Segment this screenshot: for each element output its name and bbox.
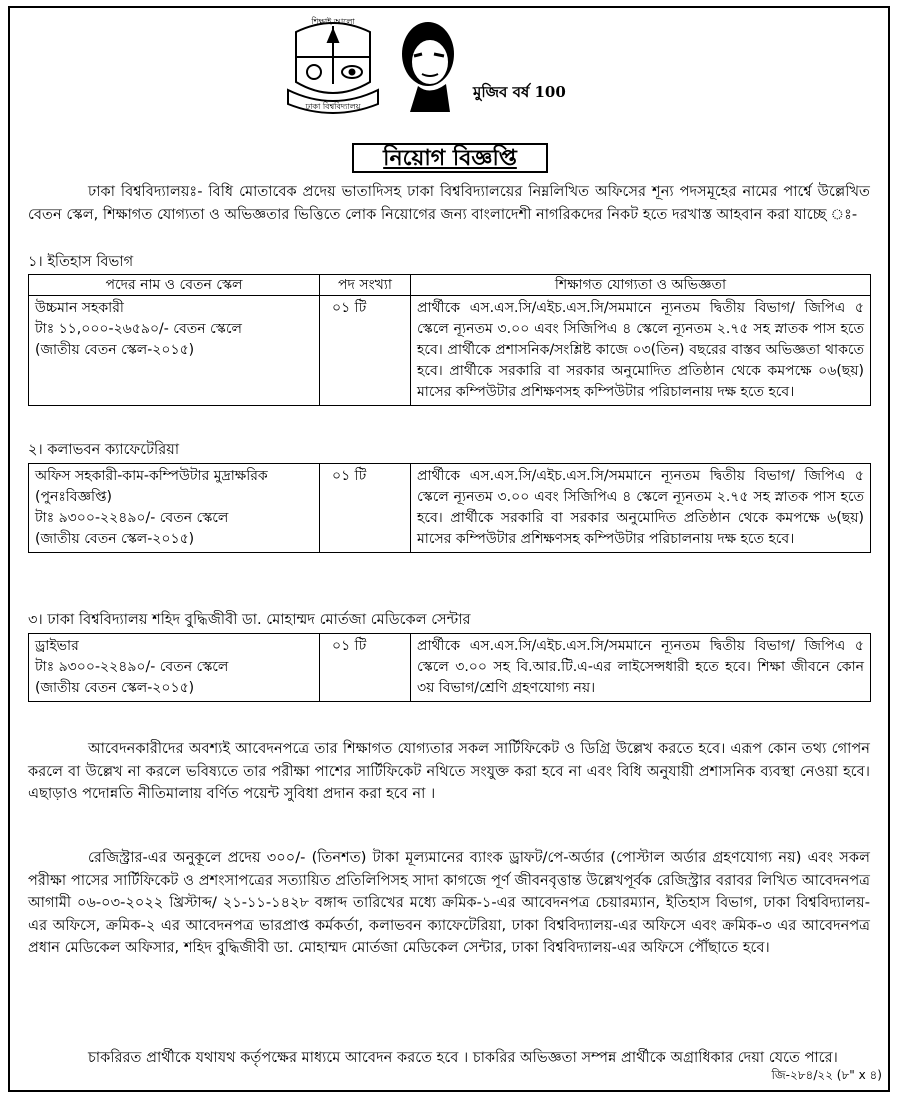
certificate-paragraph: আবেদনকারীদের অবশ্যই আবেদনপত্রে তার শিক্ষাগত যোগ্যতার সকল সার্টিফিকেট ও ডিগ্রি উল্লেখ করতে হবে। এরূপ কোন তথ্য গোপন করলে বা উল্লেখ না করলে ভবিষ্যতে তার পরীক্ষা পাশের সার্টিফিকেট নথিতে সংযুক্ত করা হবে না এবং বিধি অনুযায়ী প্রশাসনিক ব্যবস্থা নেওয়া হবে। এছাড়াও পদোন্নতি নীতিমালায় বর্ণিত পয়েন্ট সুবিধা প্রদান করা হবে না । [28,740,870,802]
post-name: ড্রাইভার [35,638,79,654]
pay-scale: টাঃ ৯৩০০-২২৪৯০/- বেতন স্কেলে [35,510,229,526]
section-2-heading: ২। কলাভবন ক্যাফেটেরিয়া [28,441,180,458]
pay-scale: টাঃ ১১,০০০-২৬৫৯০/- বেতন স্কেলে [35,321,242,337]
dhaka-university-emblem-icon [278,12,566,122]
section-3-heading: ৩। ঢাকা বিশ্ববিদ্যালয় শহিদ বুদ্ধিজীবী ডা. মোহাম্মদ মোর্তজা মেডিকেল সেন্টার [28,611,471,628]
post-count: ০১ টি [320,634,411,702]
section-3-table [28,633,871,702]
post-cell [29,464,320,553]
column-header-post: পদের নাম ও বেতন স্কেল [29,275,320,296]
application-paragraph: রেজিস্ট্রার-এর অনুকূলে প্রদেয় ৩০০/- (তিনশত) টাকা মূল্যমানের ব্যাংক ড্রাফট/পে-অর্ডার (পোস্টাল অর্ডার গ্রহণযোগ্য নয়) এবং সকল পরীক্ষা পাসের সার্টিফিকেট ও প্রশংসাপত্রের সত্যায়িত প্রতিলিপিসহ সাদা কাগজে পূর্ণ জীবনবৃত্তান্ত উল্লেখপূর্বক রেজিস্ট্রার বরাবর লিখিত আবেদনপত্র আগামী ০৬-০৩-২০২২ খ্রিস্টাব্দ/ ২১-১১-১৪২৮ বঙ্গাব্দ তারিখের মধ্যে ক্রমিক-১-এর আবেদনপত্র চেয়ারম্যান, ইতিহাস বিভাগ, ঢাকা বিশ্ববিদ্যালয়-এর অফিসে, ক্রমিক-২ এর আবেদনপত্র ভারপ্রাপ্ত কর্মকর্তা, কলাভবন ক্যাফেটেরিয়া, ঢাকা বিশ্ববিদ্যালয়-এর অফিসে এবং ক্রমিক-৩ এর আবেদনপত্র প্রধান মেডিকেল অফিসার, শহিদ বুদ্ধিজীবী ডা. মোহাম্মদ মোর্তজা মেডিকেল সেন্টার, ঢাকা বিশ্ববিদ্যালয়-এর অফিসে পৌঁছাতে হবে। [28,849,870,956]
intro-paragraph: ঢাকা বিশ্ববিদ্যালয়ঃ- বিধি মোতাবেক প্রদেয় ভাতাদিসহ ঢাকা বিশ্ববিদ্যালয়ের নিম্নলিখিত অফিসের শূন্য পদসমূহের নামের পার্শ্বে উল্লেখিত বেতন স্কেল, শিক্ষাগত যোগ্যতা ও অভিজ্ঞতার ভিত্তিতে লোক নিয়োগের জন্য বাংলাদেশী নাগরিকদের নিকট হতে দরখাস্ত আহবান করা যাচ্ছে ঃ- [28,183,871,223]
column-header-qualification: শিক্ষাগত যোগ্যতা ও অভিজ্ঞতা [411,275,871,296]
priority-paragraph: চাকরিরত প্রার্থীকে যথাযথ কর্তৃপক্ষের মাধ্যমে আবেদন করতে হবে । চাকরির অভিজ্ঞতা সম্পন্ন প্রার্থীকে অগ্রাধিকার দেয়া যেতে পারে। [88,1049,838,1066]
pay-scale-note: (জাতীয় বেতন স্কেল-২০১৫) [35,342,195,358]
page-title: নিয়োগ বিজ্ঞপ্তি [352,143,548,173]
qualification-text: প্রার্থীকে এস.এস.সি/এইচ.এস.সি/সমমানে ন্যূনতম দ্বিতীয় বিভাগ/ জিপিএ ৫ স্কেলে ৩.০০ সহ বি.আর.টি.এ-এর লাইসেন্সধারী হতে হবে। শিক্ষা জীবনে কোন ৩য় বিভাগ/শ্রেণি গ্রহণযোগ্য নয়। [411,634,871,702]
table-row [29,464,871,553]
table-row [29,634,871,702]
header-logos [278,12,566,122]
pay-scale-note: (জাতীয় বেতন স্কেল-২০১৫) [35,531,195,547]
post-count: ০১ টি [320,464,411,553]
emblem-banner-text: ঢাকা বিশ্ববিদ্যালয় [305,102,361,111]
qualification-text: প্রার্থীকে এস.এস.সি/এইচ.এস.সি/সমমানে ন্যূনতম দ্বিতীয় বিভাগ/ জিপিএ ৫ স্কেলে ন্যূনতম ৩.০০ এবং সিজিপিএ ৪ স্কেলে ন্যূনতম ২.৭৫ সহ স্নাতক পাস হতে হবে। প্রার্থীকে সরকারি বা সরকার অনুমোদিত প্রতিষ্ঠান থেকে কমপক্ষে ৬(ছয়) মাসের কম্পিউটার প্রশিক্ষণসহ কম্পিউটার পরিচালনায় দক্ষ হতে হবে। [411,464,871,553]
qualification-text: প্রার্থীকে এস.এস.সি/এইচ.এস.সি/সমমানে ন্যূনতম দ্বিতীয় বিভাগ/ জিপিএ ৫ স্কেলে ন্যূনতম ৩.০০ এবং সিজিপিএ ৪ স্কেলে ন্যূনতম ২.৭৫ সহ স্নাতক পাস হতে হবে। প্রার্থীকে প্রশাসনিক/সংশ্লিষ্ট কাজে ০৩(তিন) বছরের বাস্তব অভিজ্ঞতা থাকতে হবে। প্রার্থীকে সরকারি বা সরকার অনুমোদিত প্রতিষ্ঠান থেকে কমপক্ষে ০৬(ছয়) মাসের কম্পিউটার প্রশিক্ষণসহ কম্পিউটার পরিচালনায় দক্ষ হতে হবে। [411,296,871,406]
post-name: উচ্চমান সহকারী [35,300,124,316]
section-1-heading: ১। ইতিহাস বিভাগ [28,253,134,270]
table-row [29,296,871,406]
pay-scale-note: (জাতীয় বেতন স্কেল-২০১৫) [35,680,195,696]
post-cell [29,634,320,702]
table-header-row [29,275,871,296]
post-name: অফিস সহকারী-কাম-কম্পিউটার মুদ্রাক্ষরিক (পুনঃবিজ্ঞপ্তি) [35,468,268,505]
mujib-portrait-icon [402,22,454,112]
column-header-count: পদ সংখ্যা [320,275,411,296]
pay-scale: টাঃ ৯৩০০-২২৪৯০/- বেতন স্কেলে [35,659,229,675]
emblem-motto-text: শিক্ষাই আলো [311,17,355,26]
post-cell [29,296,320,406]
section-1-table [28,274,871,406]
reference-code: জি-২৮৪/২২ (৮" x ৪) [771,1068,882,1082]
section-2-table [28,463,871,553]
post-count: ০১ টি [320,296,411,406]
mujib-year-logo-text: মুজিব বর্ষ 100 [473,83,566,101]
